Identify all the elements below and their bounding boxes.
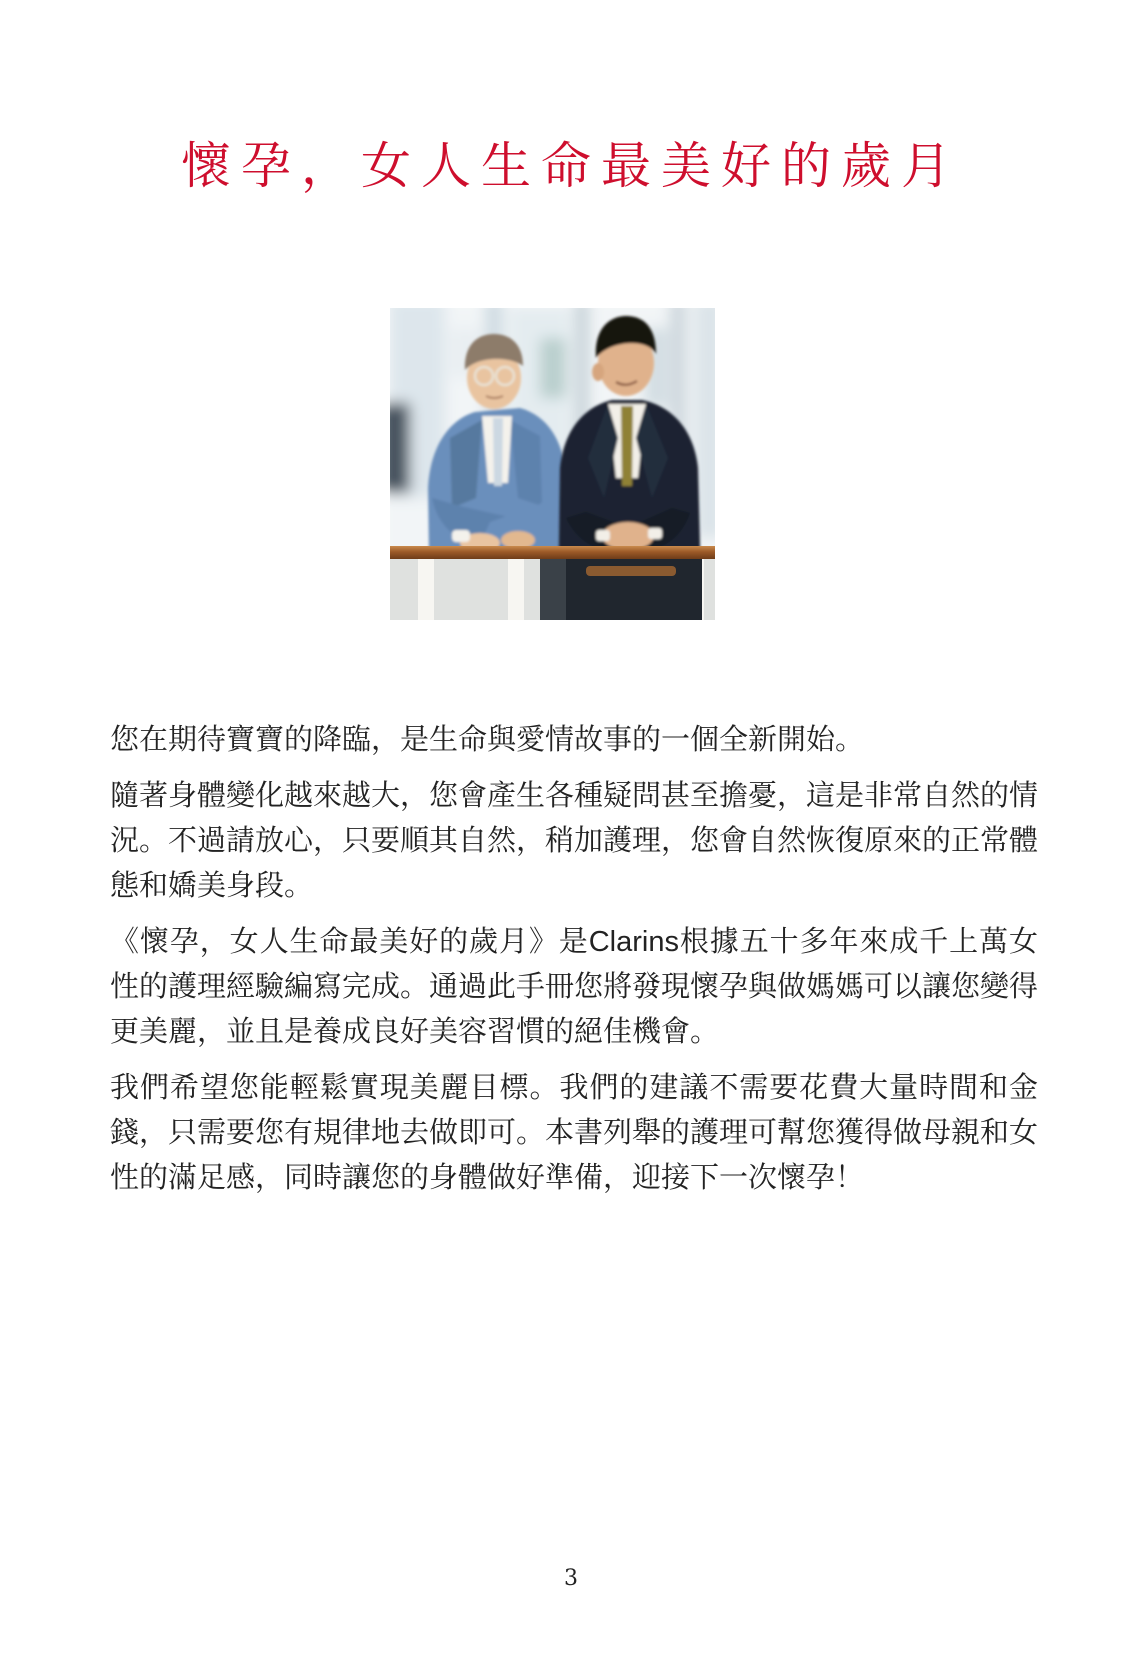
founders-photo (390, 308, 715, 620)
right-man-ear (592, 363, 604, 381)
paragraph-1: 您在期待寶寶的降臨，是生命與愛情故事的一個全新開始。 (110, 724, 865, 756)
right-man-cuff-right (648, 528, 662, 539)
right-man-cuff-left (596, 530, 610, 541)
paragraph-2: 隨著身體變化越來越大，您會產生各種疑問甚至擔憂，這是非常自然的情況。不過請放心，只要順其自然，稍加護理，您會自然恢復原來的正常體態和嬌美身段。 (110, 780, 1039, 902)
paragraph-3: 《懷孕，女人生命最美好的歲月》是Clarins根據五十多年來成千上萬女性的護理經驗編寫完成。通過此手冊您將發現懷孕與做媽媽可以讓您變得更美麗，並且是養成良好美容習慣的絕佳機會。 (110, 926, 1039, 1048)
page-number: 3 (564, 1566, 578, 1591)
paragraph-4: 我們希望您能輕鬆實現美麗目標。我們的建議不需要花費大量時間和金錢，只需要您有規律地去做即可。本書列舉的護理可幫您獲得做母親和女性的滿足感，同時讓您的身體做好準備，迎接下一次懷孕！ (110, 1072, 1039, 1194)
left-man-tie (493, 418, 503, 486)
right-man-tie (621, 406, 633, 486)
body-text (110, 718, 1038, 1212)
railing (390, 546, 715, 620)
founders-photo-graphic (390, 308, 715, 620)
page-title: 懷孕，女人生命最美好的歲月 (181, 137, 961, 194)
left-man-cuff (452, 530, 470, 542)
